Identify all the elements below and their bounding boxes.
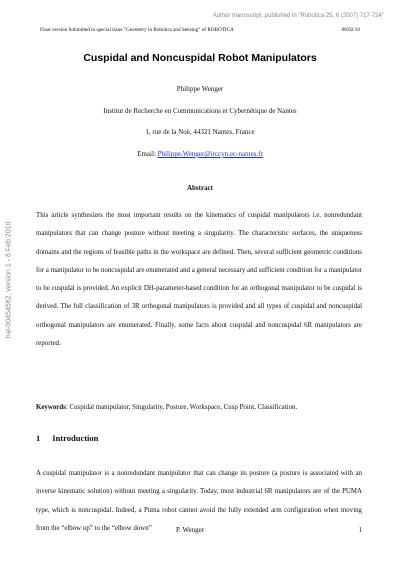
abstract-heading: Abstract xyxy=(186,184,214,192)
running-header-date: 08/02/10 xyxy=(341,27,360,33)
author-address: 1, rue de la Noë, 44321 Nantes, France xyxy=(145,128,255,136)
page-number: 1 xyxy=(358,526,362,534)
page-footer xyxy=(36,526,362,534)
abstract-text: This article synthesizes the most important results on the kinematics of cuspidal manipulators i.e. nonredundant manipulators that can change posture without meeting a singularity. The characteristic surfaces, the uniqueness domains and the regions of feasible paths in the workspace are defined. Then, several sufficient geometric conditions for a manipulator to be noncuspidal are enumerated and a general necessary and sufficient condition for a manipulator to be cuspidal is provided. An explicit DH-parameter-based condition for an orthogonal manipulator to be cuspidal is derived. The full classification of 3R orthogonal manipulators is provided and all types of cuspidal and noncuspidal orthogonal manipulators are enumerated. Finally, some facts about cuspidal and noncuspidal 6R manipulators are reported. xyxy=(36,212,362,348)
section-number: 1 xyxy=(36,433,41,443)
paper-title: Cuspidal and Noncuspidal Robot Manipulators xyxy=(83,52,317,64)
running-header-left: Final version Submitted to special issue "Geometry in Robotics and Sensing" of ROBOTICA xyxy=(40,27,234,33)
email-label: Email: xyxy=(137,150,158,158)
author-name: Philippe Wenger xyxy=(176,85,224,93)
running-header xyxy=(40,27,360,33)
keywords-label: Keywords xyxy=(36,404,66,411)
keywords-text: : Cuspidal manipulator, Singularity, Posture, Workspace, Cusp Point, Classification. xyxy=(65,404,298,411)
author-institution: Institut de Recherche en Communications et Cybernétique de Nantes xyxy=(103,107,297,115)
email-link[interactable]: Philippe.Wenger@irccyn.ec-nantes.fr xyxy=(157,150,263,158)
hal-side-identifier xyxy=(2,205,16,355)
section-title: Introduction xyxy=(52,433,99,443)
keywords xyxy=(36,404,366,411)
footer-author: P. Wenger xyxy=(176,526,205,534)
author-email xyxy=(40,150,360,158)
hal-publication-notice: Author manuscript, published in "Robotica 25, 6 (2007) 717-724" xyxy=(212,13,384,19)
hal-side-identifier-text: hal-00454562, version 1 - 8 Feb 2010 xyxy=(5,221,13,339)
introduction-text: A cuspidal manipulator is a nonredundant manipulator that can change its posture (a posture is associated with an inverse kinematic solution) without meeting a singularity. Today, most industrial 6R manipulators are of the PUMA type, which is noncuspidal. Indeed, a Puma robot cannot avoid the fully extended arm configuration when moving from the “elbow up” to the “elbow down” xyxy=(36,470,362,532)
section-heading-introduction xyxy=(36,433,98,443)
